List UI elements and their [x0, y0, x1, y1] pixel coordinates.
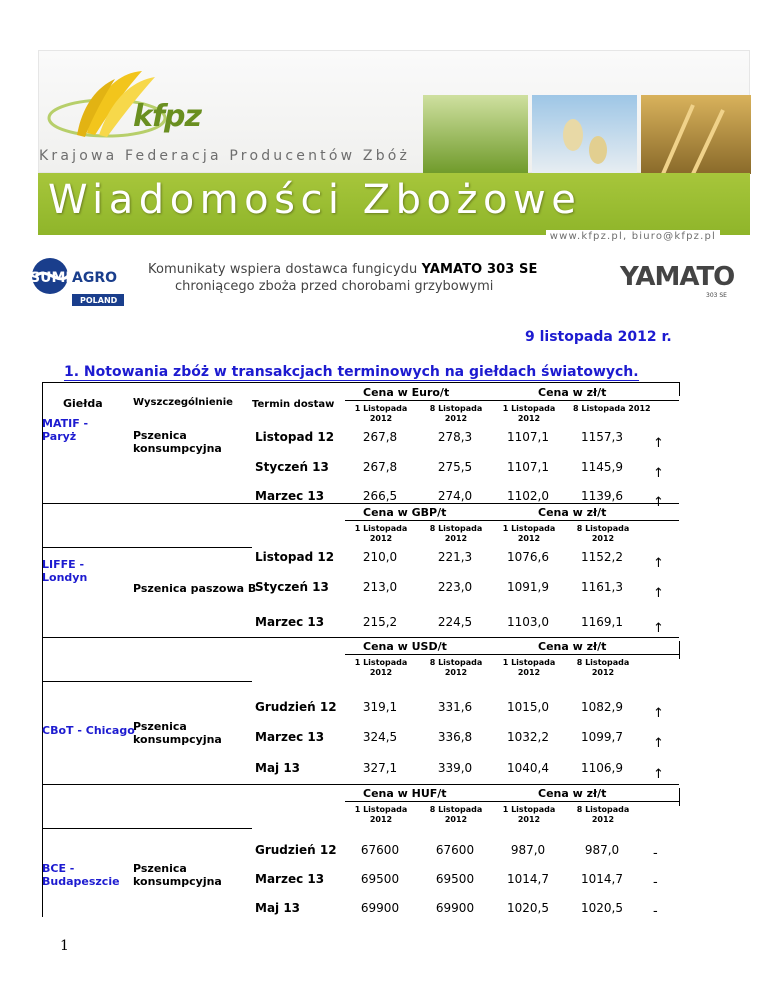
pln-header: Cena w zł/t	[538, 386, 607, 399]
trend-arrow-icon: -	[653, 875, 658, 890]
price-pln-2: 1161,3	[581, 580, 623, 594]
price-pln-2: 1082,9	[581, 700, 623, 714]
price-currency-1: 67600	[360, 843, 400, 857]
price-pln-2: 1145,9	[581, 460, 623, 474]
trend-arrow-icon: ↑	[653, 621, 664, 636]
trend-arrow-icon: ↑	[653, 556, 664, 571]
exchange-name: LIFFE - Londyn	[42, 558, 88, 584]
delivery-term: Marzec 13	[255, 872, 325, 886]
svg-text:AGRO: AGRO	[72, 270, 118, 286]
col-header-spec: Wyszczególnienie	[133, 397, 233, 408]
delivery-term: Listopad 12	[255, 430, 335, 444]
svg-text:POLAND: POLAND	[80, 296, 118, 305]
date-2-header: 8 Listopada 2012	[429, 404, 483, 423]
block-rule	[42, 681, 252, 682]
date-4-header: 8 Listopada 2012	[576, 524, 630, 543]
table-left-border	[42, 382, 43, 917]
date-3-header: 1 Listopada 2012	[502, 524, 556, 543]
price-currency-1: 319,1	[362, 700, 398, 714]
price-pln-1: 1076,6	[507, 550, 549, 564]
price-currency-2: 224,5	[437, 615, 473, 629]
price-pln-1: 1014,7	[507, 872, 549, 886]
contact-url[interactable]: www.kfpz.pl, biuro@kfpz.pl	[546, 230, 720, 243]
yamato-logo-sub: 303 SE	[706, 292, 727, 299]
header-rule	[345, 654, 679, 655]
table-top-border	[42, 382, 679, 383]
col-header-exchange: Giełda	[63, 397, 103, 410]
price-currency-2: 221,3	[437, 550, 473, 564]
trend-arrow-icon: ↑	[653, 706, 664, 721]
product-name: Pszenica konsumpcyjna	[133, 720, 222, 746]
price-currency-1: 266,5	[362, 489, 398, 503]
block-rule	[42, 503, 679, 504]
price-currency-2: 275,5	[437, 460, 473, 474]
delivery-term: Maj 13	[255, 761, 301, 775]
date-1-header: 1 Listopada 2012	[354, 658, 408, 677]
price-currency-1: 324,5	[362, 730, 398, 744]
header-rule	[345, 801, 679, 802]
date-4-header: 8 Listopada 2012	[576, 805, 630, 824]
trend-arrow-icon: ↑	[653, 436, 664, 451]
exchange-name: CBoT - Chicago	[42, 724, 135, 737]
section-title: 1. Notowania zbóż w transakcjach terminowych na giełdach światowych.	[64, 364, 639, 380]
date-2-header: 8 Listopada 2012	[429, 658, 483, 677]
exchange-name: MATIF - Paryż	[42, 417, 89, 443]
block-rule	[42, 784, 679, 785]
delivery-term: Marzec 13	[255, 489, 325, 503]
table-right-border	[679, 641, 680, 659]
price-currency-1: 267,8	[362, 430, 398, 444]
pln-header: Cena w zł/t	[538, 506, 607, 519]
newsletter-title: Wiadomości Zbożowe	[48, 177, 582, 223]
price-pln-2: 1106,9	[581, 761, 623, 775]
price-pln-1: 987,0	[510, 843, 546, 857]
col-header-term: Termin dostaw	[252, 399, 335, 410]
currency-header: Cena w GBP/t	[363, 506, 447, 519]
price-pln-2: 1014,7	[581, 872, 623, 886]
price-pln-1: 1107,1	[507, 430, 549, 444]
delivery-term: Grudzień 12	[255, 843, 337, 857]
federation-name: Krajowa Federacja Producentów Zbóż	[39, 148, 411, 164]
price-pln-2: 1169,1	[581, 615, 623, 629]
price-currency-2: 274,0	[437, 489, 473, 503]
block-rule	[42, 828, 252, 829]
price-pln-1: 1040,4	[507, 761, 549, 775]
date-3-header: 1 Listopada 2012	[502, 805, 556, 824]
price-pln-1: 1102,0	[507, 489, 549, 503]
trend-arrow-icon: -	[653, 904, 658, 919]
date-4-header: 8 Listopada 2012	[576, 658, 630, 677]
price-pln-1: 1015,0	[507, 700, 549, 714]
date-2-header: 8 Listopada 2012	[429, 805, 483, 824]
price-pln-1: 1091,9	[507, 580, 549, 594]
pln-header: Cena w zł/t	[538, 640, 607, 653]
delivery-term: Marzec 13	[255, 730, 325, 744]
product-name: Pszenica konsumpcyjna	[133, 429, 222, 455]
header-rule	[345, 400, 679, 401]
product-name: Pszenica konsumpcyjna	[133, 862, 222, 888]
currency-header: Cena w Euro/t	[363, 386, 450, 399]
price-pln-1: 1020,5	[507, 901, 549, 915]
page-number: 1	[60, 938, 69, 954]
sponsor-text: Komunikaty wspiera dostawca fungicydu	[148, 262, 422, 277]
date-1-header: 1 Listopada 2012	[354, 404, 408, 423]
price-currency-1: 215,2	[362, 615, 398, 629]
date-3-header: 1 Listopada 2012	[502, 404, 556, 423]
table-right-border	[679, 788, 680, 806]
date-3-header: 1 Listopada 2012	[502, 658, 556, 677]
price-currency-2: 67600	[435, 843, 475, 857]
exchange-name: BCE - Budapeszcie	[42, 862, 120, 888]
table-right-border	[679, 382, 680, 396]
price-currency-1: 327,1	[362, 761, 398, 775]
price-currency-2: 69500	[435, 872, 475, 886]
currency-header: Cena w USD/t	[363, 640, 447, 653]
price-pln-2: 1139,6	[581, 489, 623, 503]
price-currency-1: 267,8	[362, 460, 398, 474]
price-currency-1: 213,0	[362, 580, 398, 594]
trend-arrow-icon: -	[653, 846, 658, 861]
price-currency-2: 339,0	[437, 761, 473, 775]
delivery-term: Marzec 13	[255, 615, 325, 629]
block-rule	[42, 547, 252, 548]
trend-arrow-icon: ↑	[653, 736, 664, 751]
trend-arrow-icon: ↑	[653, 586, 664, 601]
date-1-header: 1 Listopada 2012	[354, 524, 408, 543]
currency-header: Cena w HUF/t	[363, 787, 447, 800]
price-currency-2: 331,6	[437, 700, 473, 714]
sponsor-product: YAMATO 303 SE	[421, 262, 538, 277]
date-4-header: 8 Listopada 2012	[573, 404, 651, 413]
pln-header: Cena w zł/t	[538, 787, 607, 800]
date-2-header: 8 Listopada 2012	[429, 524, 483, 543]
price-pln-1: 1103,0	[507, 615, 549, 629]
price-currency-1: 210,0	[362, 550, 398, 564]
trend-arrow-icon: ↑	[653, 767, 664, 782]
delivery-term: Maj 13	[255, 901, 301, 915]
issue-date: 9 listopada 2012 r.	[525, 329, 672, 345]
delivery-term: Styczeń 13	[255, 460, 329, 474]
price-currency-1: 69900	[360, 901, 400, 915]
price-currency-2: 69900	[435, 901, 475, 915]
price-pln-2: 1152,2	[581, 550, 623, 564]
price-pln-2: 1020,5	[581, 901, 623, 915]
delivery-term: Listopad 12	[255, 550, 335, 564]
date-1-header: 1 Listopada 2012	[354, 805, 408, 824]
price-pln-1: 1032,2	[507, 730, 549, 744]
product-name: Pszenica paszowa B	[133, 582, 257, 595]
delivery-term: Styczeń 13	[255, 580, 329, 594]
price-currency-2: 278,3	[437, 430, 473, 444]
yamato-logo: YAMATO	[620, 262, 735, 292]
price-currency-1: 69500	[360, 872, 400, 886]
price-pln-1: 1107,1	[507, 460, 549, 474]
price-pln-2: 1157,3	[581, 430, 623, 444]
price-pln-2: 1099,7	[581, 730, 623, 744]
price-currency-2: 336,8	[437, 730, 473, 744]
sponsor-line-2: chroniącego zboża przed chorobami grzybowymi	[175, 279, 494, 294]
svg-text:SUMI: SUMI	[30, 270, 71, 286]
logo-text: kfpz	[133, 99, 201, 134]
price-currency-2: 223,0	[437, 580, 473, 594]
header-rule	[345, 520, 679, 521]
price-pln-2: 987,0	[584, 843, 620, 857]
trend-arrow-icon: ↑	[653, 466, 664, 481]
block-rule	[42, 637, 679, 638]
delivery-term: Grudzień 12	[255, 700, 337, 714]
